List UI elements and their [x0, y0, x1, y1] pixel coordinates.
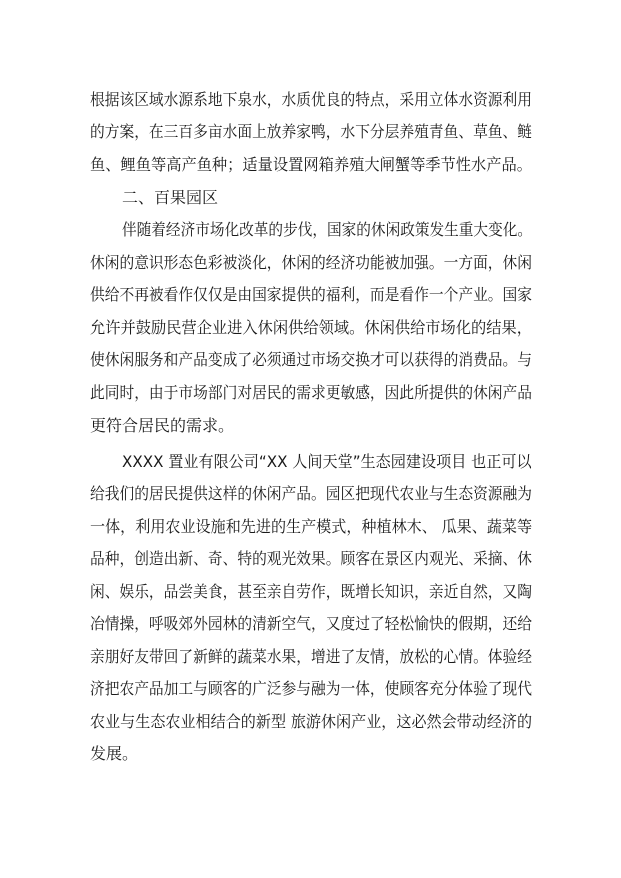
body-line-19: 济把农产品加工与顾客的广泛参与融为一体，使顾客充分体验了现代 [90, 679, 533, 698]
body-line-9: 使休闲服务和产品变成了必须通过市场交换才可以获得的消费品。与 [90, 350, 533, 369]
body-line-7: 供给不再被看作仅仅是由国家提供的福利，而是看作一个产业。国家 [90, 285, 533, 304]
body-line-6: 休闲的意识形态色彩被淡化，休闲的经济功能被加强。一方面，休闲 [90, 253, 533, 272]
body-line-15: 品种，创造出新、奇、特的观光效果。顾客在景区内观光、采摘、休 [90, 549, 533, 568]
body-line-5: 伴随着经济市场化改革的步伐，国家的休闲政策发生重大变化。 [122, 220, 533, 239]
body-line-10: 此同时，由于市场部门对居民的需求更敏感，因此所提供的休闲产品 [90, 383, 533, 402]
body-line-21: 发展。 [90, 744, 139, 763]
body-line-8: 允许并鼓励民营企业进入休闲供给领域。休闲供给市场化的结果， [90, 318, 533, 337]
body-line-11: 更符合居民的需求。 [90, 416, 235, 435]
body-line-20: 农业与生态农业相结合的新型 旅游休闲产业，这必然会带动经济的 [90, 712, 533, 731]
body-line-12: XXXX 置业有限公司“XX 人间天堂”生态园建设项目 也正可以 [122, 452, 532, 471]
body-line-13: 给我们的居民提供这样的休闲产品。园区把现代农业与生态资源融为 [90, 484, 533, 503]
body-line-17: 冶情操，呼吸郊外园林的清新空气，又度过了轻松愉快的假期，还给 [90, 614, 533, 633]
body-line-16: 闲、娱乐，品尝美食，甚至亲自劳作，既增长知识，亲近自然，又陶 [90, 582, 533, 601]
section-heading: 二、百果园区 [122, 188, 219, 207]
body-line-1: 根据该区域水源系地下泉水，水质优良的特点，采用立体水资源利用 [90, 90, 533, 109]
body-line-14: 一体，利用农业设施和先进的生产模式，种植林木、 瓜果、蔬菜等 [90, 517, 533, 536]
body-line-2: 的方案，在三百多亩水面上放养家鸭，水下分层养殖青鱼、草鱼、鲢 [90, 122, 533, 141]
body-line-18: 亲朋好友带回了新鲜的蔬菜水果，增进了友情，放松的心情。体验经 [90, 647, 533, 666]
body-line-3: 鱼、鲤鱼等高产鱼种；适量设置网箱养殖大闸蟹等季节性水产品。 [90, 155, 533, 174]
